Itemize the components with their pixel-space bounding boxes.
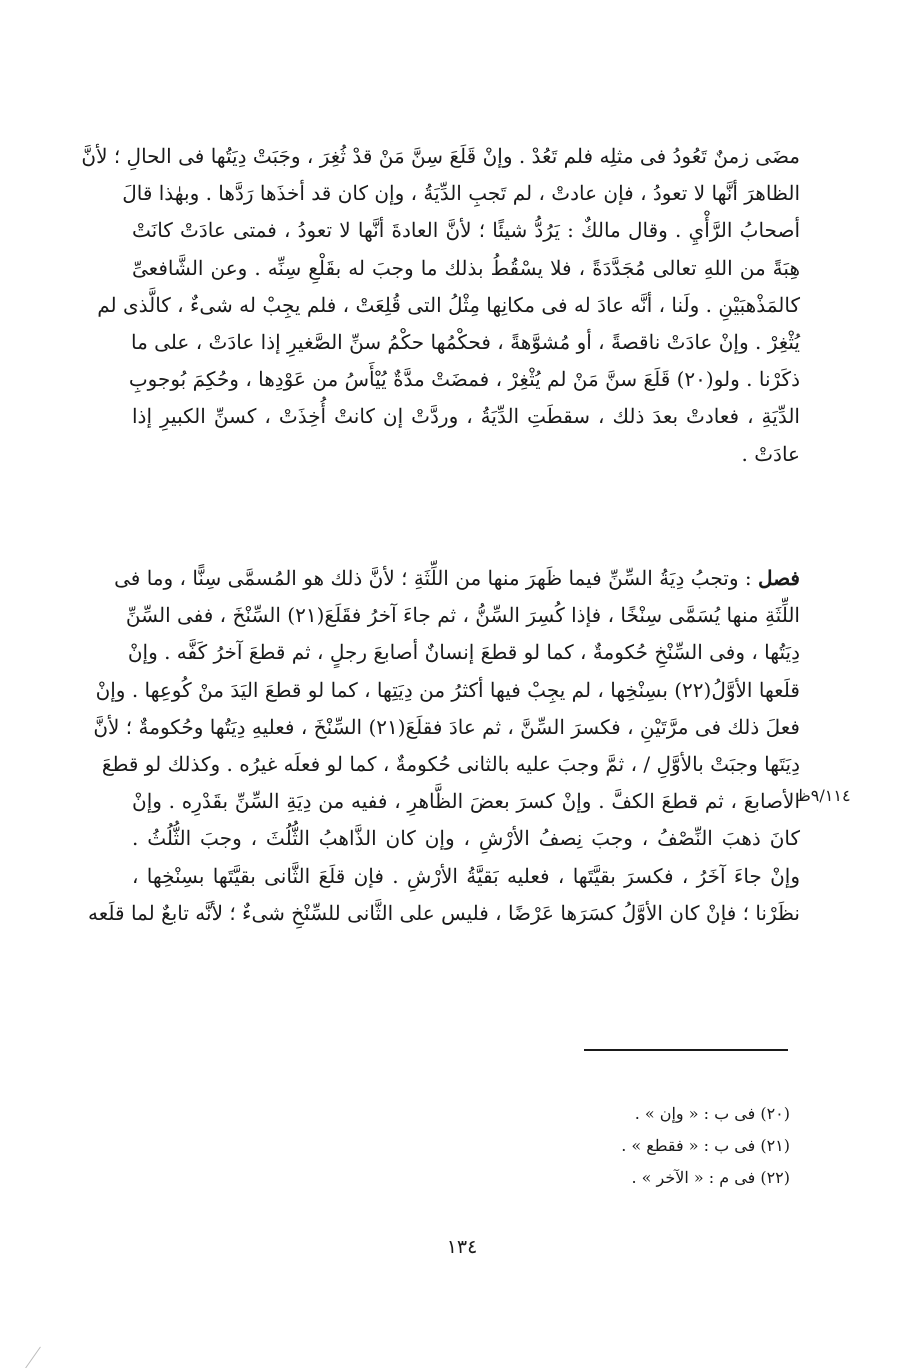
text-line: الظاهرَ أنَّها لا تعودُ ، فإن عادتْ ، لم تَجبِ الدِّيَةُ ، وإن كان قد أخذَها رَدَّها . وبهٰذا قالَ [122, 181, 800, 206]
page-number: ١٣٤ [446, 1236, 478, 1258]
text-line: فعلَ ذلك فى مرَّتَيْنِ ، فكسرَ السِّنَّ ، ثم عادَ فقلَعَ(٢١) السِّنْخَ ، فعليهِ دِيَتُها وحُكومةٌ ؛ لأنَّ [93, 714, 800, 739]
text-line: الدِّيَةِ ، فعادتْ بعدَ ذلك ، سقطَتِ الدِّيَةُ ، وردَّتْ إن كانتْ أُخِذَتْ ، كسنِّ الكبيرِ إذا [132, 404, 800, 429]
text-line: ذكَرْنا . ولو(٢٠) قَلَعَ سنَّ مَنْ لم يُثْغِرْ ، فمضَتْ مدَّةٌ يُيْأَسُ من عَوْدِها ، وحُكِمَ بُوجوبِ [128, 367, 800, 392]
text-line: عادَتْ . [741, 441, 800, 466]
paragraph-2 [88, 560, 800, 932]
text-line: نظَرْنا ؛ فإنْ كان الأوَّلُ كسَرَها عَرْضًا ، فليس على الثَّانى للسِّنْخِ شىءٌ ؛ لأنَّه تابعٌ لما قلَعه [88, 900, 800, 925]
text-line: هِبَةً من اللهِ تعالى مُجَدَّدَةً ، فلا يسْقُطُ بذلك ما وجبَ له بقَلْعِ سِنِّه . وعن الشَّافعىِّ [132, 255, 800, 280]
footnotes [560, 1098, 790, 1194]
footnote-divider [584, 1049, 788, 1051]
scan-artifact-mark [25, 1347, 41, 1368]
text-line: يُثْغِرْ . وإنْ عادَتْ ناقصةً ، أو مُشوَّهةً ، فحكْمُها حكْمُ سنِّ الصَّغيرِ إذا عادَتْ ، على ما [130, 329, 800, 354]
text-line: كالمَذْهبَيْنِ . ولَنا ، أنَّه عادَ له فى مكانِها مِثْلُ التى قُلِعَتْ ، فلم يجِبْ له شىءٌ ، كالَّذى لم [97, 292, 800, 317]
text-line: مضَى زمنٌ تَعُودُ فى مثلِه فلم تَعُدْ . وإنْ قَلَعَ سِنَّ مَنْ قدْ ثُغِرَ ، وجَبَتْ دِيَتُها فى الحالِ ؛ لأنَّ [81, 144, 800, 168]
text-line-content: : وتجبُ دِيَةُ السِّنِّ فيما ظَهرَ منها من اللِّثَةِ ؛ لأنَّ ذلك هو المُسمَّى سِنًّا ، وما فى [114, 566, 752, 590]
text-line: الأصابعَ ، ثم قطعَ الكفَّ . وإنْ كسرَ بعضَ الظَّاهرِ ، ففيه من دِيَةِ السِّنِّ بقَدْرِه . وإنْ [132, 789, 800, 814]
text-line: دِيَتُها ، وفى السِّنْخِ حُكومةٌ ، كما لو قطعَ إنسانٌ أصابعَ رجلٍ ، ثم قطعَ آخرُ كَفَّه . وإنْ [127, 640, 800, 665]
paragraph-1 [81, 138, 800, 473]
section-heading: فصل [757, 566, 800, 590]
text-line [114, 560, 800, 597]
margin-folio-reference: ٩/١١٤ظ [796, 786, 851, 805]
text-line: أصحابُ الرَّأْيِ . وقال مالكٌ : يَرُدُّ شيئًا ؛ لأنَّ العادةَ أنَّها لا تعودُ ، فمتى عادَتْ كانَتْ [132, 218, 800, 243]
text-line: اللِّثَةِ منها يُسَمَّى سِنْخًا ، فإذا كُسِرَ السِّنُّ ، ثم جاءَ آخرُ فقَلَعَ(٢١) السِّنْخَ ، ففى السِّنِّ [125, 603, 800, 628]
footnote: (٢٠) فى ب : « وإن » . [634, 1104, 790, 1123]
text-line: كانَ ذهبَ النِّصْفُ ، وجبَ نِصفُ الأرْشِ ، وإن كان الذَّاهبُ الثُّلُثَ ، وجبَ الثُّلُثُ . [132, 826, 800, 851]
footnote: (٢١) فى ب : « فقطع » . [621, 1136, 790, 1155]
text-line: قلَعها الأوَّلُ(٢٢) بسِنْخِها ، لم يجِبْ فيها أكثرُ من دِيَتِها ، كما لو قطعَ اليَدَ منْ كُوعِها . وإنْ [95, 677, 800, 702]
footnote: (٢٢) فى م : « الآخر » . [631, 1168, 790, 1187]
text-line: دِيَتَها وجبَتْ بالأوَّلِ / ، ثمَّ وجبَ عليه بالثانى حُكومةٌ ، كما لو فعلَه غيرُه . وكذلك لو قطعَ [101, 751, 800, 776]
text-line: وإنْ جاءَ آخَرُ ، فكسرَ بقيَّتَها ، فعليه بَقيَّةُ الأرْشِ . فإن قلَعَ الثَّانى بقيَّتَها بسِنْخِها ، [132, 863, 800, 888]
